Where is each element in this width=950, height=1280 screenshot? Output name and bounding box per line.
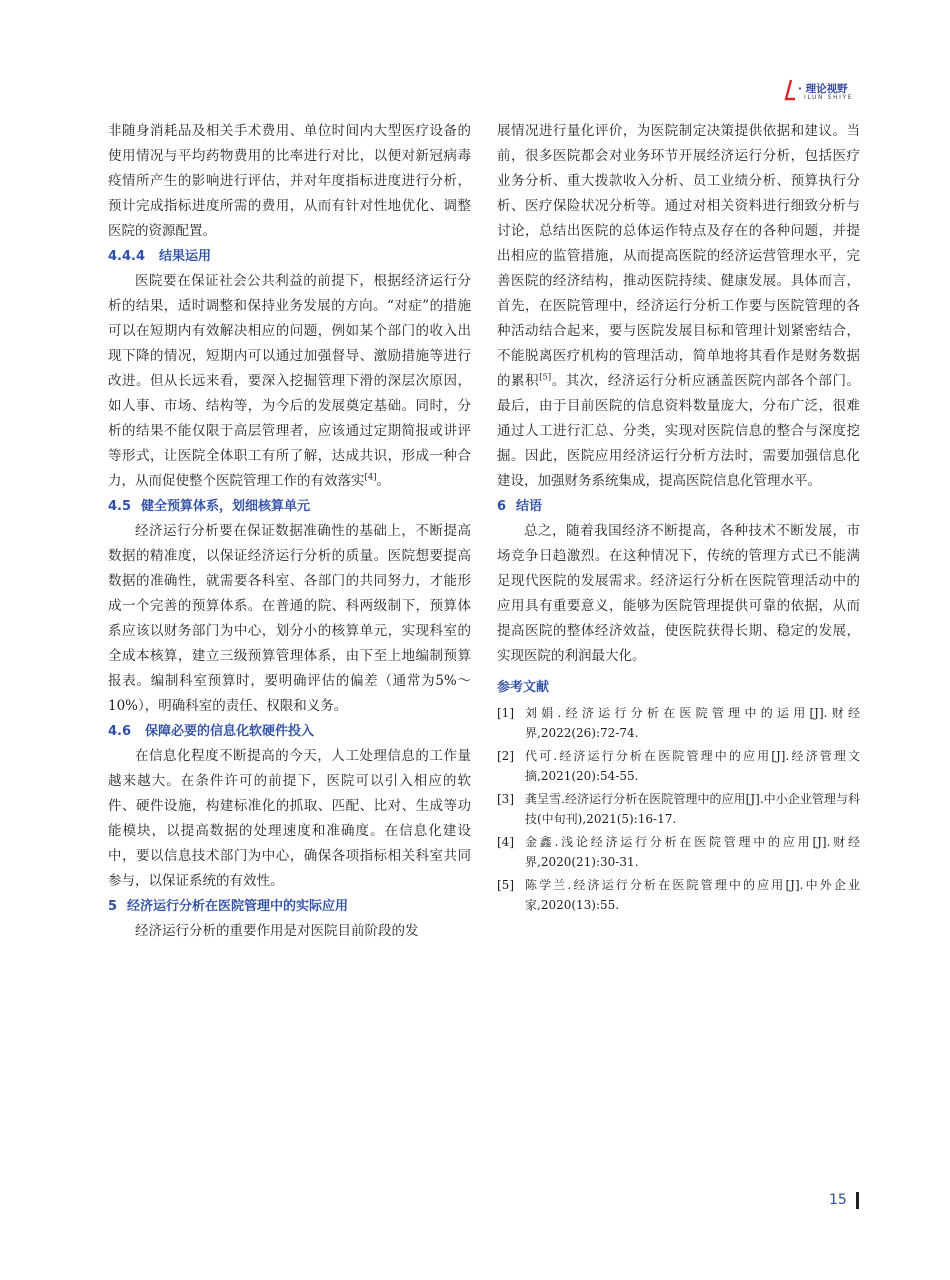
paragraph: 总之，随着我国经济不断提高，各种技术不断发展，市场竞争日趋激烈。在这种情况下，传统的管理方式已不能满足现代医院的发展需求。经济运行分析在医院管理活动中的应用具有重要意义，能够为医院管理提供可靠的依据，从而提高医院的整体经济效益，使医院获得长期、稳定的发展，实现医院的利润最大化。 xyxy=(497,523,860,664)
citation: [4] xyxy=(364,472,377,483)
reference-item: [3] 龚呈雪.经济运行分析在医院管理中的应用[J].中小企业管理与科技(中旬刊),2021(5):16-17. xyxy=(497,792,860,826)
section-heading-4-6: 4.6 保障必要的信息化软硬件投入 xyxy=(108,724,315,739)
references-heading: 参考文献 xyxy=(497,680,550,695)
citation: [5] xyxy=(539,372,552,383)
section-subtitle: ILUN SHIYE xyxy=(804,94,854,101)
section-heading-4-4-4: 4.4.4 结果运用 xyxy=(108,249,212,264)
section-heading-5: 5 经济运行分析在医院管理中的实际应用 xyxy=(108,899,349,914)
page-number: 15 xyxy=(829,1192,847,1208)
paragraph: 经济运行分析要在保证数据准确性的基础上，不断提高数据的精准度，以保证经济运行分析的质量。医院想要提高数据的准确性，就需要各科室、各部门的共同努力，才能形成一个完善的预算体系。在普通的院、科两级制下，预算体系应该以财务部门为中心，划分小的核算单元，实现科室的全成本核算，建立三级预算管理体系，由下至上地编制预算报表。编制科室预算时，要明确评估的偏差（通常为5%～10%），明确科室的责任、权限和义务。 xyxy=(108,523,471,714)
right-column xyxy=(497,119,860,918)
section-heading-4-5: 4.5 健全预算体系，划细核算单元 xyxy=(108,499,311,514)
reference-item: [5] 陈学兰.经济运行分析在医院管理中的应用[J].中外企业家,2020(13):55. xyxy=(497,878,860,912)
reference-item: [2] 代可.经济运行分析在医院管理中的应用[J].经济管理文摘,2021(20):54-55. xyxy=(497,749,860,783)
journal-section-logo xyxy=(782,78,862,104)
section-heading-6: 6 结语 xyxy=(497,499,543,514)
reference-item: [4] 金鑫.浅论经济运行分析在医院管理中的应用[J].财经界,2020(21):30-31. xyxy=(497,835,860,869)
paragraph: 经济运行分析的重要作用是对医院目前阶段的发 xyxy=(135,923,419,939)
left-column xyxy=(108,119,471,944)
paragraph: 在信息化程度不断提高的今天，人工处理信息的工作量越来越大。在条件许可的前提下，医院可以引入相应的软件、硬件设施，构建标准化的抓取、匹配、比对、生成等功能模块，以提高数据的处理速度和准确度。在信息化建设中，要以信息技术部门为中心，确保各项指标相关科室共同参与，以保证系统的有效性。 xyxy=(108,748,471,889)
references-list xyxy=(497,703,860,915)
paragraph: 展情况进行量化评价，为医院制定决策提供依据和建议。当前，很多医院都会对业务环节开展经济运行分析，包括医疗业务分析、重大拨款收入分析、员工业绩分析、预算执行分析、医疗保险状况分析等。通过对相关资料进行细致分析与讨论，总结出医院的总体运作特点及存在的各种问题，并提出相应的监管措施，从而提高医院的经济运营管理水平，完善医院的经济结构，推动医院持续、健康发展。具体而言，首先，在医院管理中，经济运行分析工作要与医院管理的各种活动结合起来，要与医院发展目标和管理计划紧密结合，不能脱离医疗机构的管理活动，简单地将其看作是财务数据的累积[5]。其次，经济运行分析应涵盖医院内部各个部门。最后，由于目前医院的信息资料数量庞大，分布广泛，很难通过人工进行汇总、分类，实现对医院信息的整合与深度挖掘。因此，医院应用经济运行分析方法时，需要加强信息化建设，加强财务系统集成，提高医院信息化管理水平。 xyxy=(497,123,861,489)
page-number-bar xyxy=(856,1192,859,1209)
logo-mark-icon xyxy=(782,78,798,104)
section-title: · 理论视野 xyxy=(798,83,848,95)
reference-item: [1] 刘娟.经济运行分析在医院管理中的运用[J].财经界,2022(26):72-74. xyxy=(497,706,860,740)
paragraph: 非随身消耗品及相关手术费用、单位时间内大型医疗设备的使用情况与平均药物费用的比率进行对比，以便对新冠病毒疫情所产生的影响进行评估，并对年度指标进度进行分析，预计完成指标进度所需的费用，从而有针对性地优化、调整医院的资源配置。 xyxy=(108,123,471,239)
paragraph: 医院要在保证社会公共利益的前提下，根据经济运行分析的结果，适时调整和保持业务发展的方向。“对症”的措施可以在短期内有效解决相应的问题，例如某个部门的收入出现下降的情况，短期内可以通过加强督导、激励措施等进行改进。但从长远来看，要深入挖掘管理下滑的深层次原因，如人事、市场、结构等，为今后的发展奠定基础。同时，分析的结果不能仅限于高层管理者，应该通过定期简报或讲评等形式，让医院全体职工有所了解，达成共识，形成一种合力，从而促使整个医院管理工作的有效落实[4]。 xyxy=(108,273,471,489)
